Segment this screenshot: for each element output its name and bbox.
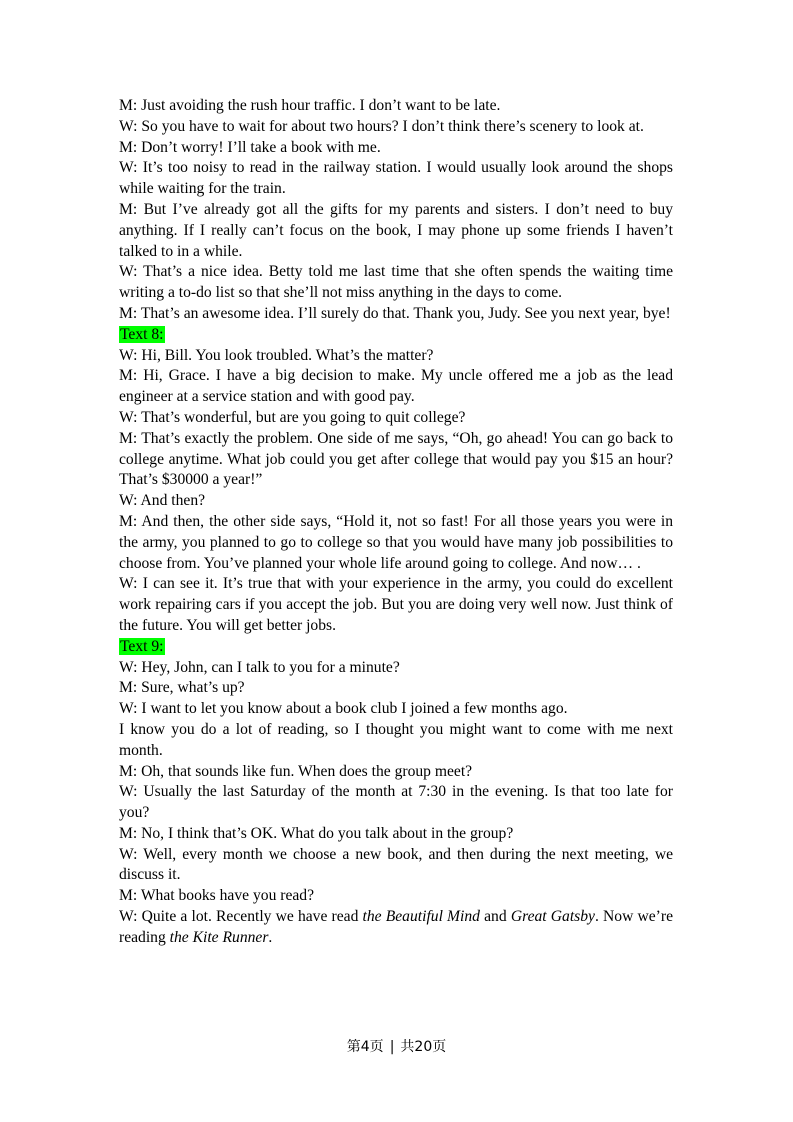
dialogue-paragraph: M: Sure, what’s up?: [119, 679, 245, 697]
dialogue-paragraph: W: Well, every month we choose a new book, and then during the next meeting, we discuss it.: [119, 845, 673, 884]
book-title-kite-runner: the Kite Runner: [169, 928, 269, 946]
final-text-part1: W: Quite a lot. Recently we have read: [119, 908, 363, 926]
dialogue-paragraph: M: Don’t worry! I’ll take a book with me.: [119, 138, 381, 156]
dialogue-paragraph: W: That’s wonderful, but are you going to quit college?: [119, 408, 466, 426]
book-title-great-gatsby: Great Gatsby: [510, 908, 595, 926]
dialogue-paragraph: W: It’s too noisy to read in the railway station. I would usually look around the shops while waiting for the train.: [119, 159, 673, 198]
dialogue-paragraph: W: I want to let you know about a book club I joined a few months ago.: [119, 700, 568, 718]
dialogue-paragraph: W: So you have to wait for about two hours? I don’t think there’s scenery to look at.: [119, 117, 644, 135]
dialogue-paragraph: M: Oh, that sounds like fun. When does the group meet?: [119, 762, 473, 780]
dialogue-paragraph: M: What books have you read?: [119, 887, 315, 905]
dialogue-paragraph: M: Just avoiding the rush hour traffic. I don’t want to be late.: [119, 97, 501, 114]
dialogue-paragraph: W: I can see it. It’s true that with your experience in the army, you could do excellent work repairing cars if you accept the job. But you are doing very well now. Just think of the future. You will get better jobs.: [119, 575, 673, 634]
dialogue-paragraph: M: That’s exactly the problem. One side of me says, “Oh, go ahead! You can go back to college anytime. What job could you get after college that would pay you $15 an hour? That’s $30000 a year!”: [119, 429, 673, 489]
section-heading: Text 9:: [120, 637, 164, 655]
page-number: 第4页: [346, 1039, 384, 1055]
dialogue-paragraph: W: Hi, Bill. You look troubled. What’s the matter?: [119, 346, 434, 364]
section-heading-wrap: [119, 637, 673, 658]
total-pages: 共20页: [400, 1039, 447, 1055]
dialogue-text-body: [119, 96, 673, 949]
section-heading-wrap: [119, 325, 673, 346]
book-title-beautiful-mind: the Beautiful Mind: [362, 908, 480, 926]
dialogue-paragraph: M: And then, the other side says, “Hold it, not so fast! For all those years you were in the army, you planned to go to college so that you would have many job possibilities to choose from. You’ve planned your whole life around going to college. And now… .: [119, 512, 673, 572]
footer-separator: |: [389, 1039, 395, 1055]
final-text-part4: .: [268, 928, 273, 946]
dialogue-paragraph: W: Usually the last Saturday of the month at 7:30 in the evening. Is that too late for you?: [119, 783, 673, 822]
dialogue-paragraph: W: That’s a nice idea. Betty told me last time that she often spends the waiting time writing a to-do list so that she’ll not miss anything in the days to come.: [119, 263, 673, 302]
dialogue-paragraph: W: And then?: [119, 492, 206, 510]
dialogue-paragraph: I know you do a lot of reading, so I thought you might want to come with me next month.: [119, 720, 673, 759]
dialogue-paragraph: W: Hey, John, can I talk to you for a minute?: [119, 658, 400, 676]
final-text-part2: and: [479, 908, 511, 926]
dialogue-paragraph: M: No, I think that’s OK. What do you talk about in the group?: [119, 824, 514, 842]
dialogue-paragraph-final: [119, 907, 673, 949]
dialogue-paragraph: M: Hi, Grace. I have a big decision to make. My uncle offered me a job as the lead engineer at a service station and with good pay.: [119, 367, 673, 406]
page-footer: [0, 1036, 793, 1056]
final-text-part3: . Now we’re reading: [119, 908, 673, 946]
dialogue-paragraph: M: But I’ve already got all the gifts for my parents and sisters. I don’t need to buy anything. If I really can’t focus on the book, I may phone up some friends I haven’t talked to in a while.: [119, 200, 673, 260]
dialogue-paragraph: M: That’s an awesome idea. I’ll surely do that. Thank you, Judy. See you next year, bye!: [119, 304, 671, 322]
section-heading: Text 8:: [120, 325, 164, 343]
